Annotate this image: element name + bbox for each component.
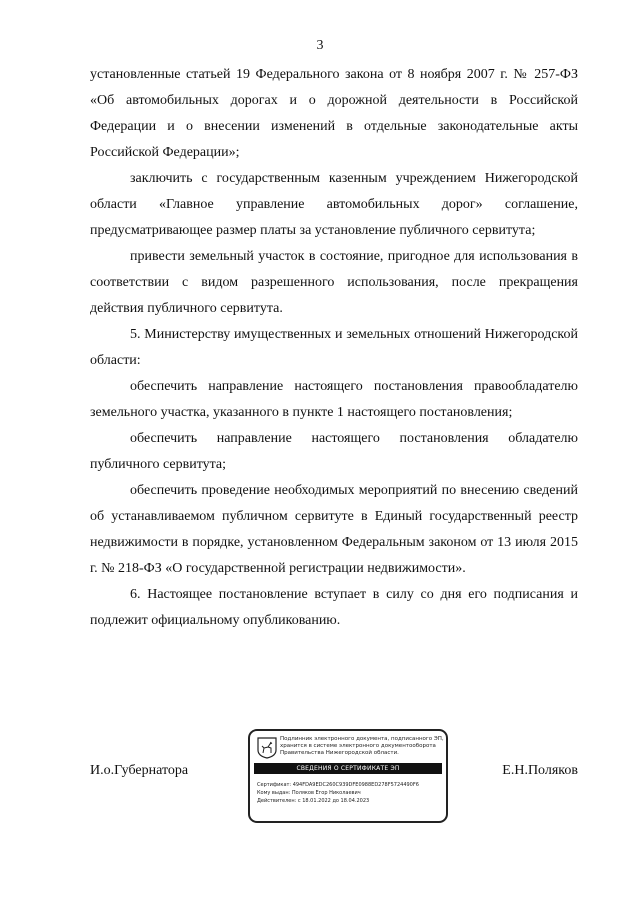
stamp-header-line: Правительства Нижегородской области. [280,750,399,756]
certificate-owner: Кому выдан: Поляков Егор Николаевич [257,790,361,796]
paragraph: обеспечить проведение необходимых мероприятий по внесению сведений об устанавливаемом публичном сервитуте в Единый государственный реестр недвижимости в порядке, установленном Федеральным законом от 13 июля 2015 г. № 218-ФЗ «О государственной регистрации недвижимости». [90,483,578,576]
paragraph: 6. Настоящее постановление вступает в силу со дня его подписания и подлежит официальному опубликованию. [90,587,578,628]
paragraph: обеспечить направление настоящего постановления обладателю публичного сервитута; [90,431,578,472]
paragraph: установленные статьей 19 Федерального закона от 8 ноября 2007 г. № 257-ФЗ «Об автомобильных дорогах и о дорожной деятельности в Российской Федерации и о внесении изменений в отдельные законодательные акты Российской Федерации»; [90,67,578,160]
document-body [90,62,578,634]
deer-emblem-icon [256,737,278,759]
paragraph: заключить с государственным казенным учреждением Нижегородской области «Главное управление автомобильных дорог» соглашение, предусматривающее размер платы за установление публичного сервитута; [90,171,578,238]
paragraph: 5. Министерству имущественных и земельных отношений Нижегородской области: [90,327,578,368]
certificate-serial: Сертификат: 494FDA9EDC260C939DFE0988ED278F5724490F6 [257,782,419,788]
signatory-position: И.о.Губернатора [90,763,189,778]
stamp-header [280,736,444,757]
electronic-signature-stamp [248,729,448,823]
paragraph: обеспечить направление настоящего постановления правообладателю земельного участка, указанного в пункте 1 настоящего постановления; [90,379,578,420]
page-number: 3 [316,38,324,53]
signatory-name: Е.Н.Поляков [502,763,578,778]
stamp-header-line: Подлинник электронного документа, подписанного ЭП, [280,736,444,742]
certificate-validity: Действителен: с 18.01.2022 до 18.04.2023 [257,798,370,804]
stamp-banner: СВЕДЕНИЯ О СЕРТИФИКАТЕ ЭП [254,763,442,774]
certificate-details [257,781,443,805]
paragraph: привести земельный участок в состояние, пригодное для использования в соответствии с видом разрешенного использования, после прекращения действия публичного сервитута. [90,249,578,316]
stamp-header-line: хранится в системе электронного документооборота [280,743,436,749]
